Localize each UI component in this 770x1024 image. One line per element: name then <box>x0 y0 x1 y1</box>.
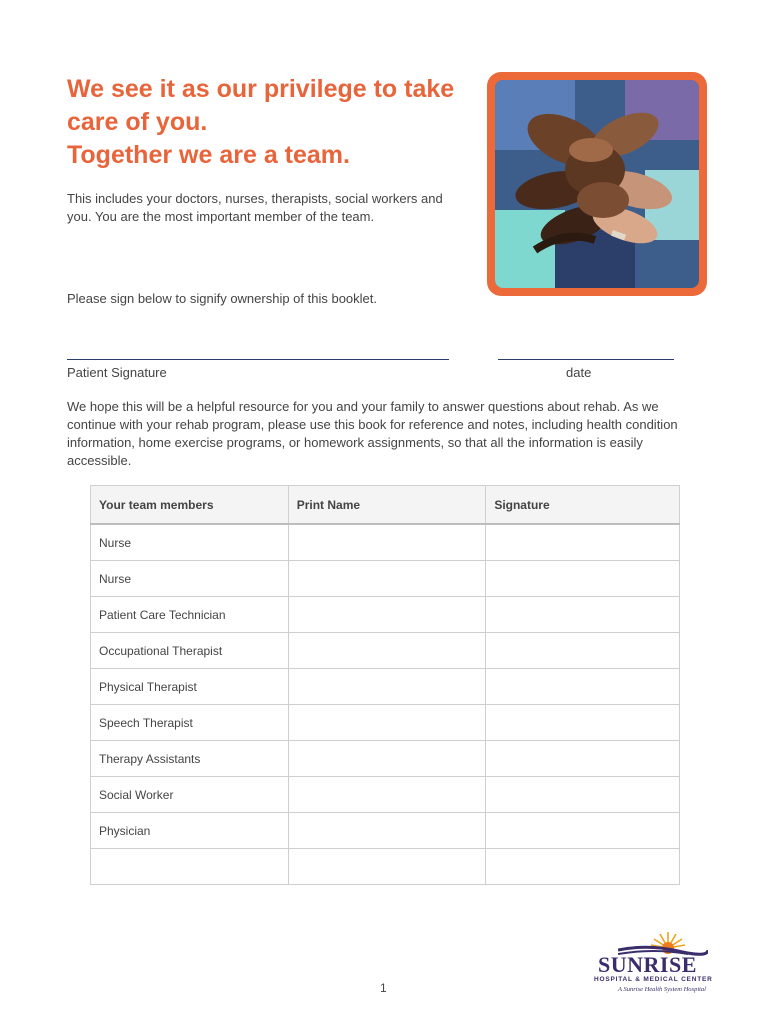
signature-cell[interactable] <box>486 633 680 669</box>
signature-cell[interactable] <box>486 813 680 849</box>
role-cell[interactable] <box>91 849 289 885</box>
print-name-cell[interactable] <box>288 741 486 777</box>
signature-cell[interactable] <box>486 705 680 741</box>
logo-subtitle: HOSPITAL & MEDICAL CENTER <box>594 976 713 983</box>
header-print-name: Print Name <box>288 486 486 525</box>
headline-line-3: Together we are a team. <box>67 141 350 169</box>
role-cell: Nurse <box>91 524 289 561</box>
role-cell: Speech Therapist <box>91 705 289 741</box>
logo-tagline: A Sunrise Health System Hospital <box>618 986 706 993</box>
print-name-cell[interactable] <box>288 813 486 849</box>
print-name-cell[interactable] <box>288 597 486 633</box>
logo-name: SUNRISE <box>598 952 697 977</box>
table-row <box>91 705 680 741</box>
print-name-cell[interactable] <box>288 849 486 885</box>
patient-signature-line[interactable] <box>67 359 449 360</box>
role-cell: Nurse <box>91 561 289 597</box>
headline-line-2: care of you. <box>67 108 208 136</box>
signature-cell[interactable] <box>486 741 680 777</box>
header-team-members: Your team members <box>91 486 289 525</box>
signature-cell[interactable] <box>486 561 680 597</box>
table-row <box>91 813 680 849</box>
role-cell: Patient Care Technician <box>91 597 289 633</box>
team-hands-photo <box>495 80 699 288</box>
table-row <box>91 741 680 777</box>
team-members-table <box>90 485 680 885</box>
sign-instruction: Please sign below to signify ownership of this booklet. <box>67 291 378 306</box>
role-cell: Physical Therapist <box>91 669 289 705</box>
date-label: date <box>566 365 592 380</box>
team-photo-frame <box>487 72 707 296</box>
print-name-cell[interactable] <box>288 705 486 741</box>
role-cell: Occupational Therapist <box>91 633 289 669</box>
page-number: 1 <box>380 981 387 995</box>
table-row <box>91 524 680 561</box>
patient-signature-label: Patient Signature <box>67 365 167 380</box>
date-signature-line[interactable] <box>498 359 674 360</box>
signature-cell[interactable] <box>486 524 680 561</box>
signature-cell[interactable] <box>486 597 680 633</box>
signature-cell[interactable] <box>486 849 680 885</box>
print-name-cell[interactable] <box>288 524 486 561</box>
header-signature: Signature <box>486 486 680 525</box>
signature-cell[interactable] <box>486 777 680 813</box>
table-row <box>91 561 680 597</box>
table-row <box>91 849 680 885</box>
page-headline <box>67 73 487 172</box>
signature-cell[interactable] <box>486 669 680 705</box>
table-header-row <box>91 486 680 525</box>
rehab-resource-text: We hope this will be a helpful resource for you and your family to answer questions about rehab. As we continue with your rehab program, please use this book for reference and notes, including health condition information, home exercise programs, or homework assignments, so that all the information is easily accessible. <box>67 399 678 468</box>
print-name-cell[interactable] <box>288 561 486 597</box>
table-row <box>91 669 680 705</box>
intro-text: This includes your doctors, nurses, therapists, social workers and you. You are the most important member of the team. <box>67 191 443 224</box>
table-row <box>91 633 680 669</box>
headline-line-1: We see it as our privilege to take <box>67 75 455 103</box>
table-row <box>91 597 680 633</box>
sunrise-logo <box>588 930 713 998</box>
print-name-cell[interactable] <box>288 669 486 705</box>
role-cell: Therapy Assistants <box>91 741 289 777</box>
print-name-cell[interactable] <box>288 777 486 813</box>
print-name-cell[interactable] <box>288 633 486 669</box>
table-row <box>91 777 680 813</box>
role-cell: Physician <box>91 813 289 849</box>
role-cell: Social Worker <box>91 777 289 813</box>
